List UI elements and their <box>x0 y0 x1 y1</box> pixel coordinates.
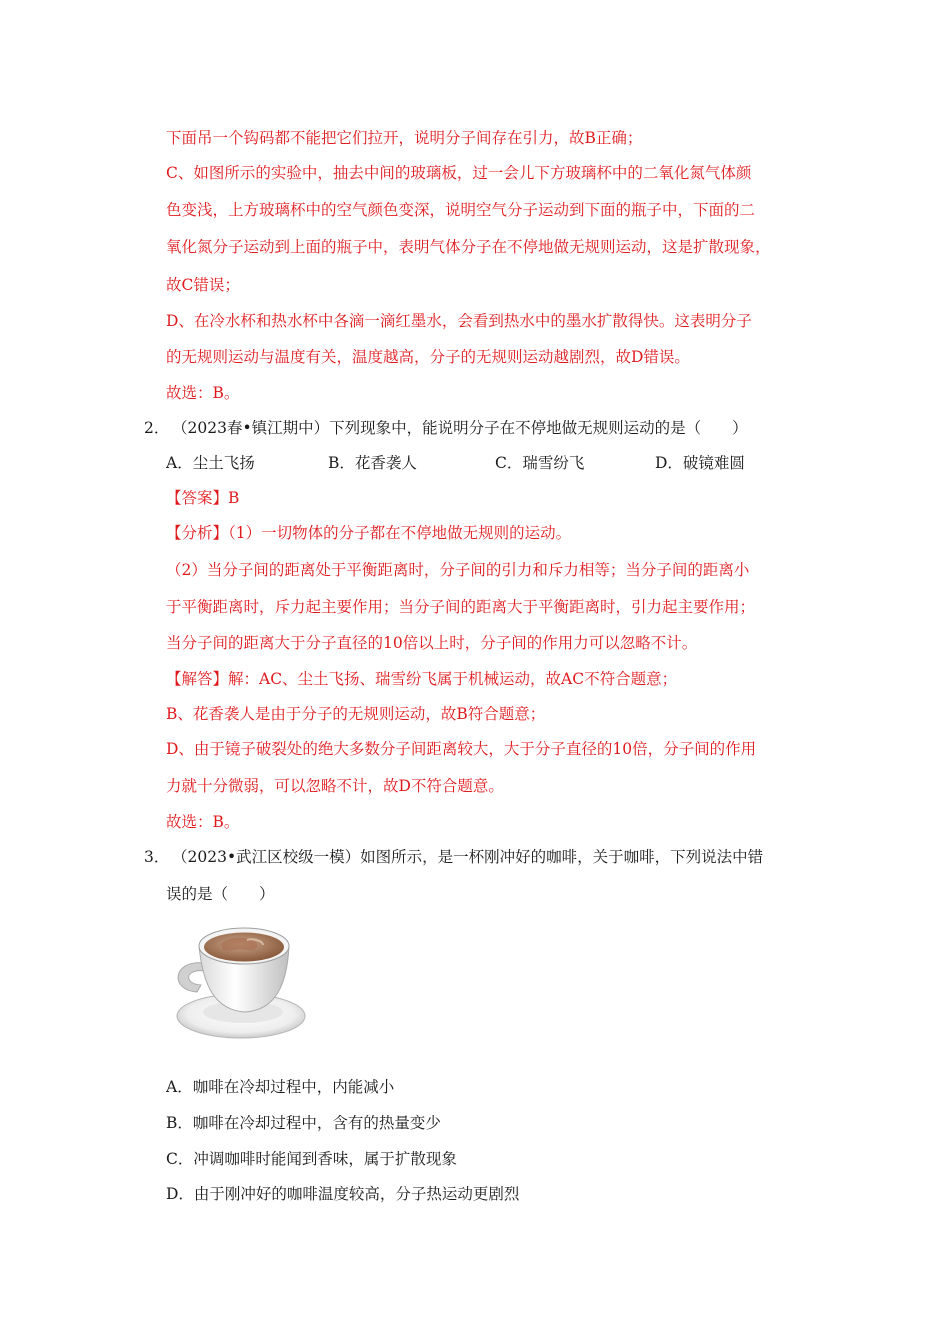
question-stem: （2023•武江区校级一模）如图所示，是一杯刚冲好的咖啡，关于咖啡，下列说法中错 <box>172 848 764 866</box>
analysis-line: 于平衡距离时，斥力起主要作用；当分子间的距离大于平衡距离时，引力起主要作用； <box>166 598 756 616</box>
analysis-line: 【分析】（1）一切物体的分子都在不停地做无规则的运动。 <box>166 524 572 542</box>
option-a: A．尘土飞扬 <box>166 454 255 472</box>
explanation-line: 色变浅，上方玻璃杯中的空气颜色变深，说明空气分子运动到下面的瓶子中，下面的二 <box>166 201 756 219</box>
option-c: C．冲调咖啡时能闻到香味，属于扩散现象 <box>166 1150 457 1168</box>
solution-line: 力就十分微弱，可以忽略不计，故D不符合题意。 <box>166 777 504 795</box>
solution-line: B、花香袭人是由于分子的无规则运动，故B符合题意； <box>166 705 546 723</box>
answer-label: 【答案】B <box>166 489 240 507</box>
analysis-line: （2）当分子间的距离处于平衡距离时，分子间的引力和斥力相等；当分子间的距离小 <box>166 561 750 579</box>
explanation-line: 的无规则运动与温度有关，温度越高，分子的无规则运动越剧烈，故D错误。 <box>166 348 690 366</box>
question-stem: （2023春•镇江期中）下列现象中，能说明分子在不停地做无规则运动的是（ ） <box>172 419 748 437</box>
coffee-cup-image <box>163 908 313 1046</box>
solution-line: 【解答】解：AC、尘土飞扬、瑞雪纷飞属于机械运动，故AC不符合题意； <box>166 670 678 688</box>
explanation-line: 下面吊一个钩码都不能把它们拉开，说明分子间存在引力，故B正确； <box>166 129 643 147</box>
explanation-line: 故C错误； <box>166 276 240 294</box>
analysis-line: 当分子间的距离大于分子直径的10倍以上时，分子间的作用力可以忽略不计。 <box>166 634 698 652</box>
explanation-line: D、在冷水杯和热水杯中各滴一滴红墨水，会看到热水中的墨水扩散得快。这表明分子 <box>166 312 752 330</box>
final-choice: 故选：B。 <box>166 384 240 402</box>
option-b: B．花香袭人 <box>328 454 417 472</box>
option-b: B．咖啡在冷却过程中，含有的热量变少 <box>166 1114 441 1132</box>
option-c: C．瑞雪纷飞 <box>495 454 585 472</box>
question-stem-continued: 误的是（ ） <box>166 885 275 903</box>
solution-line: D、由于镜子破裂处的绝大多数分子间距离较大，大于分子直径的10倍，分子间的作用 <box>166 740 757 758</box>
option-d: D．破镜难圆 <box>655 454 745 472</box>
explanation-line: 氧化氮分子运动到上面的瓶子中，表明气体分子在不停地做无规则运动，这是扩散现象， <box>166 238 771 256</box>
question-number: 3． <box>144 848 170 866</box>
final-choice: 故选：B。 <box>166 813 240 831</box>
explanation-line: C、如图所示的实验中，抽去中间的玻璃板，过一会儿下方玻璃杯中的二氧化氮气体颜 <box>166 164 752 182</box>
question-number: 2． <box>144 419 170 437</box>
option-d: D．由于刚冲好的咖啡温度较高，分子热运动更剧烈 <box>166 1185 520 1203</box>
option-a: A．咖啡在冷却过程中，内能减小 <box>166 1078 395 1096</box>
